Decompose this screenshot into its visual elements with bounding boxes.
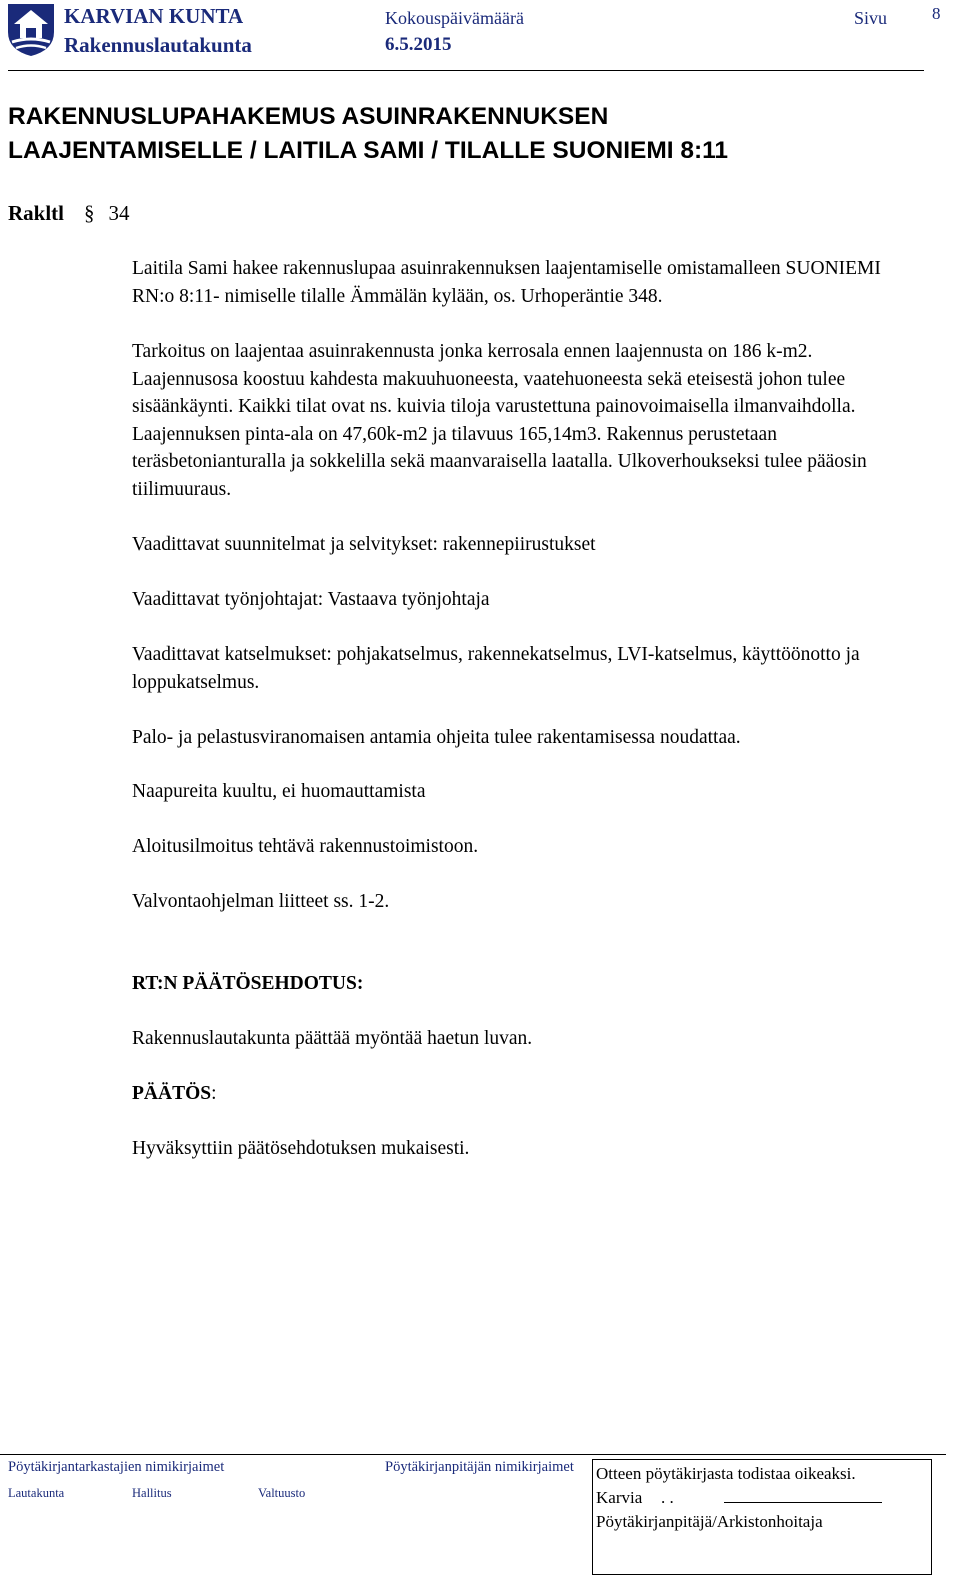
footer-col-valtuusto: Valtuusto — [258, 1486, 306, 1500]
section-reference — [8, 201, 130, 226]
header-divider — [8, 70, 924, 71]
footer-divider — [0, 1454, 946, 1455]
paragraph-required-inspections: Vaadittavat katselmukset: pohjakatselmus, rakennekatselmus, LVI-katselmus, käyttöönotto ja loppukatselmus. — [132, 644, 860, 693]
keeper-initials-label: Pöytäkirjanpitäjän nimikirjaimet — [385, 1459, 574, 1475]
paragraph-start-notice: Aloitusilmoitus tehtävä rakennustoimistoon. — [132, 836, 479, 857]
proposal-heading: RT:N PÄÄTÖSEHDOTUS: — [132, 973, 364, 994]
decision-heading: PÄÄTÖS — [132, 1083, 212, 1104]
paragraph-purpose: Tarkoitus on laajentaa asuinrakennusta jonka kerrosala ennen laajennusta on 186 k-m2. Laajennusosa koostuu kahdesta makuuhuoneesta, vaatehuoneesta sekä eteisestä johon tulee sisäänkäynti. Kaikki tilat ovat ns. kuivia tiloja varustettuna painovoimaisella ilmanvaihdolla. Laajennuksen pinta-ala on 47,60k-m2 ja tilavuus 165,14m3. Rakennus perustetaan teräsbetonianturalla ja sokkelilla sekä maanvaraisella laatalla. Ulkoverhoukseksi tulee pääosin tiilimuuraus. — [132, 341, 867, 500]
paragraph-fire-rescue: Palo- ja pelastusviranomaisen antamia ohjeita tulee rakentamisessa noudattaa. — [132, 727, 741, 748]
section-prefix: Rakltl — [8, 201, 65, 225]
decision-heading-line — [132, 1080, 922, 1108]
paragraph-required-plans: Vaadittavat suunnitelmat ja selvitykset: rakennepiirustukset — [132, 534, 596, 555]
certification-signer: Pöytäkirjanpitäjä/Arkistonhoitaja — [596, 1512, 823, 1531]
page-number: 8 — [932, 4, 941, 23]
certification-date-dots: . . — [661, 1488, 674, 1507]
document-title-line2: LAAJENTAMISELLE / LAITILA SAMI / TILALLE SUONIEMI 8:11 — [8, 137, 729, 164]
proposal-text: Rakennuslautakunta päättää myöntää haetun luvan. — [132, 1028, 533, 1049]
footer-col-lautakunta: Lautakunta — [8, 1486, 65, 1500]
meeting-date: 6.5.2015 — [385, 34, 452, 55]
karvia-coat-of-arms-icon — [6, 2, 56, 58]
board-name: Rakennuslautakunta — [64, 33, 252, 57]
document-title-line1: RAKENNUSLUPAHAKEMUS ASUINRAKENNUKSEN — [8, 103, 609, 130]
decision-text: Hyväksyttiin päätösehdotuksen mukaisesti. — [132, 1138, 470, 1159]
decision-heading-colon: : — [211, 1083, 217, 1104]
section-number: 34 — [108, 201, 130, 225]
certification-place: Karvia — [596, 1488, 643, 1507]
organization-name: KARVIAN KUNTA — [64, 4, 244, 28]
page-label: Sivu — [854, 8, 888, 28]
footer-col-hallitus: Hallitus — [132, 1486, 172, 1500]
paragraph-required-supervisors: Vaadittavat työnjohtajat: Vastaava työnjohtaja — [132, 589, 490, 610]
signature-line — [724, 1502, 882, 1503]
paragraph-neighbours: Naapureita kuultu, ei huomauttamista — [132, 781, 426, 802]
section-symbol: § — [84, 201, 95, 225]
paragraph-applicant: Laitila Sami hakee rakennuslupaa asuinrakennuksen laajentamiselle omistamalleen SUONIEMI RN:o 8:11- nimiselle tilalle Ämmälän kylään, os. Urhoperäntie 348. — [132, 258, 881, 307]
certification-box — [592, 1459, 932, 1575]
meeting-date-label: Kokouspäivämäärä — [385, 8, 524, 28]
checkers-initials-label: Pöytäkirjantarkastajien nimikirjaimet — [8, 1459, 225, 1475]
paragraph-attachments: Valvontaohjelman liitteet ss. 1-2. — [132, 891, 390, 912]
certification-statement: Otteen pöytäkirjasta todistaa oikeaksi. — [596, 1464, 856, 1483]
